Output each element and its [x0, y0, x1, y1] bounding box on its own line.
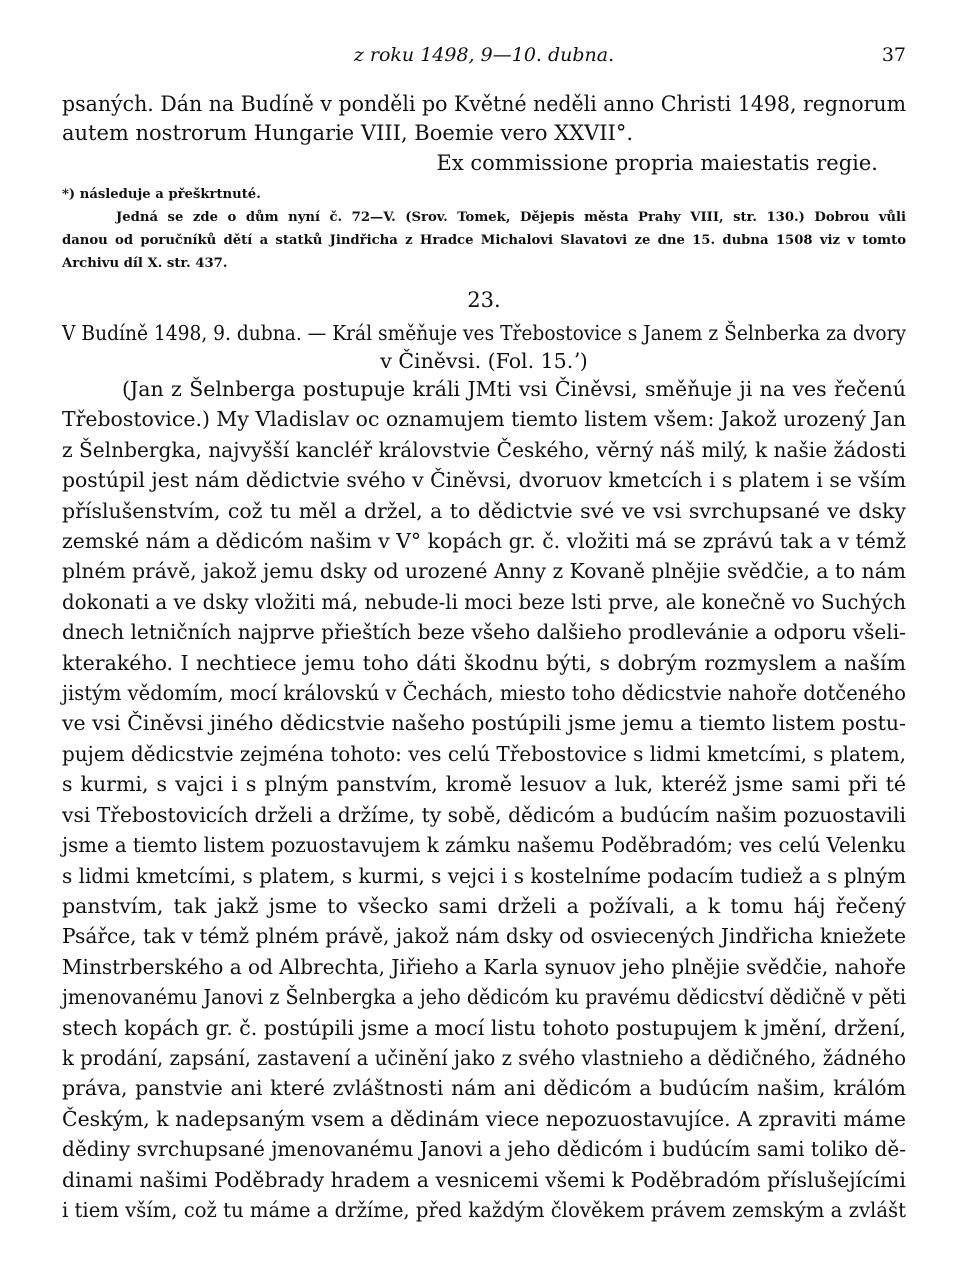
page — [62, 0, 906, 1280]
body-line: Třebostovice.) My Vladislav oc oznamujem tiemto listem všem: Jakož urozený Jan — [62, 407, 906, 432]
footnote-line: *) následuje a přeškrtnuté. — [62, 187, 261, 202]
body-line: dnech letničních najprve přieštích beze všeho dalšieho prodlevánie a odporu všeli- — [62, 620, 906, 645]
body-line: jmenovanému Janovi z Šelnbergka a jeho dědicóm ku pravému dědicství dědičně v pěti — [62, 985, 907, 1010]
document-body — [62, 374, 906, 1225]
body-line: i tiem vším, což tu máme a držíme, před každým člověkem právem zemským a zvlášt — [62, 1197, 907, 1222]
body-line: k prodání, zapsání, zastavení a učinění jako z svého vlastnieho a dědičného, žádného — [62, 1045, 907, 1070]
closing-formula: Ex commissione propria maiestatis regie. — [436, 151, 878, 175]
body-line: kterakého. I nechtiece jemu toho dáti škodnu býti, s dobrým rozmyslem a naším — [62, 650, 906, 675]
footnotes — [62, 183, 906, 275]
running-header — [62, 44, 906, 74]
body-line: postúpil jest nám dědictvie svého v Činěvsi, dvoruov kmetcích i s platem i se vším — [62, 468, 906, 493]
body-line: Psářce, tak v témž plném právě, jakož nám dsky od osviecených Jindřicha kniežete — [62, 924, 907, 949]
body-line: ve vsi Činěvsi jiného dědicstvie našeho postúpili jsme jemu a tiemto listem postu- — [62, 711, 906, 736]
body-line: příslušenstvím, což tu měl a držel, a to dědictvie své ve vsi svrchupsané ve dsky — [62, 498, 906, 523]
document-number: 23. — [467, 288, 501, 312]
body-line: plném právě, jakož jemu dsky od urozené Anny z Kovaně plnějie svědčie, a to nám — [62, 559, 906, 584]
regest-line: v Činěvsi. (Fol. 15.ʼ) — [380, 349, 588, 373]
body-line: dokonati a ve dsky vložiti má, nebude-li moci beze lsti prve, ale konečně vo Suchých — [62, 589, 907, 614]
body-line: s kurmi, s vajci i s plným panstvím, kromě lesuov a luk, kteréž jsme sami při té — [62, 772, 906, 797]
body-line: (Jan z Šelnberga postupuje králi JMti vsi Činěvsi, směňuje ji na ves řečenú — [122, 377, 906, 401]
body-line: panstvím, tak jakž jsme to všecko sami drželi a požívali, a k tomu háj řečený — [62, 893, 906, 918]
body-line: stech kopách gr. č. postúpili jsme a mocí listu tohoto postupujem k jmění, držení, — [62, 1015, 906, 1040]
previous-document-continuation — [62, 90, 906, 148]
text-line: autem nostrorum Hungarie VIII, Boemie vero XXVII°. — [62, 121, 634, 145]
document-regest — [62, 319, 906, 375]
body-line: z Šelnbergka, najvyšší kancléř královstvie Českého, věrný náš milý, k našie žádosti — [62, 437, 906, 462]
regest-line: V Budíně 1498, 9. dubna. — Král směňuje ves Třebostovice s Janem z Šelnberka za dvory — [62, 321, 907, 345]
text-line: psaných. Dán na Budíně v ponděli po Květné neděli anno Christi 1498, regnorum — [62, 92, 907, 116]
body-line: Minstrberského a od Albrechta, Jiřieho a Karla synuov jeho plnějie svědčie, nahoře — [62, 954, 906, 979]
running-title: z roku 1498, 9—10. dubna. — [353, 44, 615, 66]
body-line: zemské nám a dědicóm našim v V° kopách gr. č. vložiti má se zprávú tak a v témž — [62, 529, 906, 554]
body-line: vsi Třebostovicích drželi a držíme, ty sobě, dědicóm a budúcím našim pozuostavili — [62, 802, 907, 827]
body-line: jsme a tiemto listem pozuostavujem k zámku našemu Poděbradóm; ves celú Velenku — [62, 833, 906, 858]
body-line: dinami našimi Poděbrady hradem a vesnicemi všemi k Poděbradóm příslušejícími — [62, 1167, 906, 1192]
body-line: pujem dědicstvie zejména tohoto: ves celú Třebostovice s lidmi kmetcími, s platem, — [62, 741, 907, 766]
footnote-line: danou od poručníků dětí a statků Jindřicha z Hradce Michalovi Slavatovi ze dne 15. dubna 1508 viz v tomto — [62, 233, 906, 248]
body-line: práva, panstvie ani které zvláštnosti nám ani dědicóm a budúcím našim, králóm — [62, 1076, 906, 1101]
body-line: jistým vědomím, mocí královskú v Čechách, miesto toho dědicstvie nahoře dotčeného — [62, 681, 907, 706]
footnote-line: Jedná se zde o dům nyní č. 72—V. (Srov. Tomek, Dějepis města Prahy VIII, str. 130.) Dobrou vůli — [116, 210, 906, 225]
footnote-line: Archivu díl X. str. 437. — [62, 256, 228, 271]
body-line: Českým, k nadepsaným vsem a dědinám viece nepozuostavujíce. A zpraviti máme — [62, 1106, 906, 1131]
body-line: s lidmi kmetcími, s platem, s kurmi, s vejci i s kostelníme podacím tudiež a s plným — [62, 863, 907, 888]
page-number: 37 — [881, 44, 906, 66]
body-line: dědiny svrchupsané jmenovanému Janovi a jeho dědicóm i budúcím sami toliko dě- — [62, 1137, 907, 1162]
